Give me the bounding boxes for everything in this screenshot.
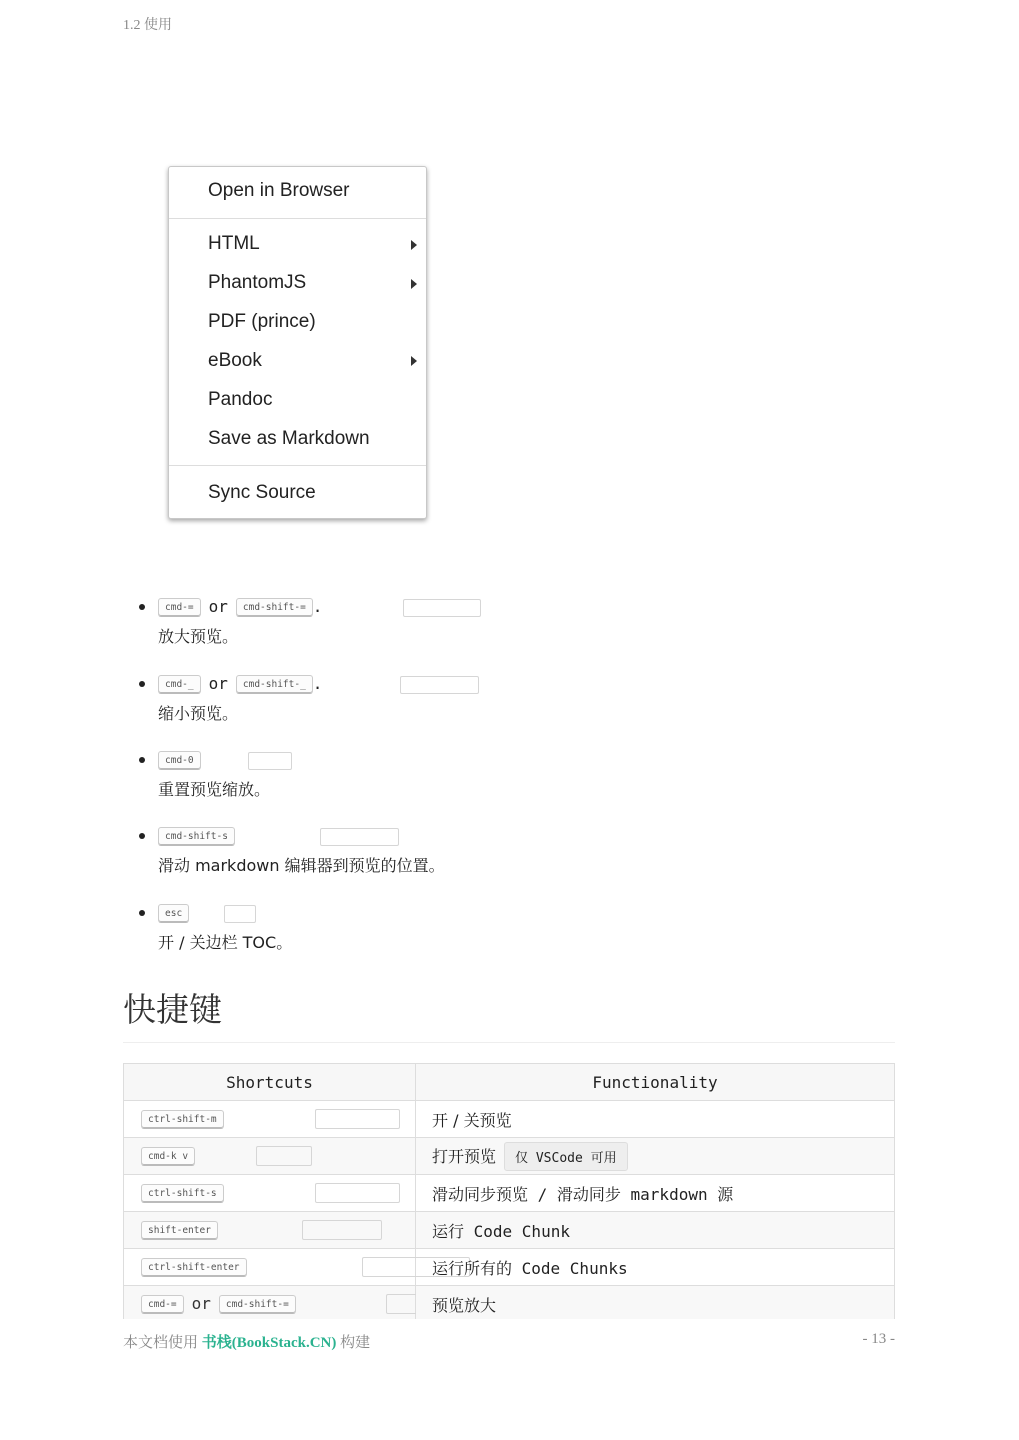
bullet-icon bbox=[139, 757, 145, 763]
ghost-key-box bbox=[403, 599, 481, 617]
shortcut-cell bbox=[124, 1101, 416, 1138]
key-badge: cmd-shift-= bbox=[219, 1295, 296, 1314]
ghost-key-box bbox=[224, 905, 256, 923]
page-footer: 本文档使用 书栈(BookStack.CN) 构建 bbox=[123, 1335, 371, 1351]
ghost-key-box bbox=[320, 828, 399, 846]
export-context-menu bbox=[168, 166, 427, 519]
function-cell: 滑动同步预览 / 滑动同步 markdown 源 bbox=[416, 1175, 895, 1212]
ghost-key-box bbox=[315, 1109, 400, 1129]
ghost-key-box bbox=[256, 1146, 312, 1166]
shortcuts-table bbox=[123, 1063, 895, 1319]
column-header-functionality: Functionality bbox=[416, 1064, 895, 1101]
function-cell: 开 / 关预览 bbox=[416, 1101, 895, 1138]
menu-item-save-as-markdown[interactable]: Save as Markdown bbox=[208, 428, 370, 449]
bookstack-link[interactable]: 书栈(BookStack.CN) bbox=[201, 1335, 337, 1351]
key-badge: cmd-_ bbox=[158, 675, 201, 694]
shortcut-cell bbox=[124, 1212, 416, 1249]
ghost-key-box bbox=[400, 676, 479, 694]
ghost-key-box bbox=[302, 1220, 382, 1240]
ghost-key-box bbox=[315, 1183, 400, 1203]
list-item bbox=[158, 826, 235, 846]
key-badge: esc bbox=[158, 904, 189, 923]
function-cell: 预览放大 bbox=[416, 1286, 895, 1320]
vscode-only-note: 仅 VSCode 可用 bbox=[504, 1142, 628, 1171]
shortcut-cell bbox=[124, 1175, 416, 1212]
table-row bbox=[124, 1175, 895, 1212]
submenu-arrow-icon bbox=[411, 356, 417, 366]
table-row bbox=[124, 1286, 895, 1320]
bullet-icon bbox=[139, 833, 145, 839]
bullet-icon bbox=[139, 910, 145, 916]
table-row bbox=[124, 1212, 895, 1249]
key-badge: cmd-shift-s bbox=[158, 827, 235, 846]
menu-item-pandoc[interactable]: Pandoc bbox=[208, 389, 273, 410]
key-badge: cmd-shift-= bbox=[236, 598, 313, 617]
shortcut-cell: cmd-= or cmd-shift-= bbox=[124, 1286, 416, 1320]
submenu-arrow-icon bbox=[411, 240, 417, 250]
table-row bbox=[124, 1249, 895, 1286]
function-cell: 运行 Code Chunk bbox=[416, 1212, 895, 1249]
function-cell: 打开预览 仅 VSCode 可用 bbox=[416, 1138, 895, 1175]
menu-item-open-in-browser[interactable]: Open in Browser bbox=[208, 180, 350, 201]
table-row bbox=[124, 1138, 895, 1175]
key-badge: cmd-k v bbox=[141, 1147, 195, 1166]
menu-item-phantomjs[interactable]: PhantomJS bbox=[208, 272, 307, 293]
list-item-description: 开 / 关边栏 TOC。 bbox=[158, 933, 293, 952]
heading-divider bbox=[123, 1042, 895, 1043]
list-item bbox=[158, 750, 201, 770]
list-item bbox=[158, 903, 189, 923]
key-badge: shift-enter bbox=[141, 1221, 218, 1240]
menu-separator bbox=[169, 218, 426, 219]
key-badge: cmd-0 bbox=[158, 751, 201, 770]
menu-item-ebook[interactable]: eBook bbox=[208, 350, 262, 371]
table-row bbox=[124, 1101, 895, 1138]
list-item-description: 缩小预览。 bbox=[158, 704, 239, 723]
key-badge: ctrl-shift-m bbox=[141, 1110, 224, 1129]
submenu-arrow-icon bbox=[411, 279, 417, 289]
menu-item-sync-source[interactable]: Sync Source bbox=[208, 482, 316, 503]
running-header: 1.2 使用 bbox=[123, 18, 172, 33]
section-title: 快捷键 bbox=[123, 990, 222, 1029]
column-header-shortcuts: Shortcuts bbox=[124, 1064, 416, 1101]
key-badge: cmd-= bbox=[158, 598, 201, 617]
function-cell: 运行所有的 Code Chunks bbox=[416, 1249, 895, 1286]
shortcut-cell bbox=[124, 1138, 416, 1175]
shortcut-cell bbox=[124, 1249, 416, 1286]
page-number: - 13 - bbox=[862, 1331, 895, 1347]
menu-separator bbox=[169, 465, 426, 466]
key-badge: cmd-shift-_ bbox=[236, 675, 313, 694]
bullet-icon bbox=[139, 604, 145, 610]
list-item-description: 放大预览。 bbox=[158, 627, 239, 646]
list-item-description: 滑动 markdown 编辑器到预览的位置。 bbox=[158, 856, 445, 875]
key-badge: ctrl-shift-s bbox=[141, 1184, 224, 1203]
table-header-row bbox=[124, 1064, 895, 1101]
list-item: cmd-_ or cmd-shift-_ . bbox=[158, 674, 322, 694]
key-badge: cmd-= bbox=[141, 1295, 184, 1314]
ghost-key-box bbox=[248, 752, 292, 770]
menu-item-html[interactable]: HTML bbox=[208, 233, 260, 254]
key-badge: ctrl-shift-enter bbox=[141, 1258, 247, 1277]
list-item: cmd-= or cmd-shift-= . bbox=[158, 597, 322, 617]
menu-item-pdf-prince[interactable]: PDF (prince) bbox=[208, 311, 316, 332]
bullet-icon bbox=[139, 681, 145, 687]
list-item-description: 重置预览缩放。 bbox=[158, 780, 271, 799]
